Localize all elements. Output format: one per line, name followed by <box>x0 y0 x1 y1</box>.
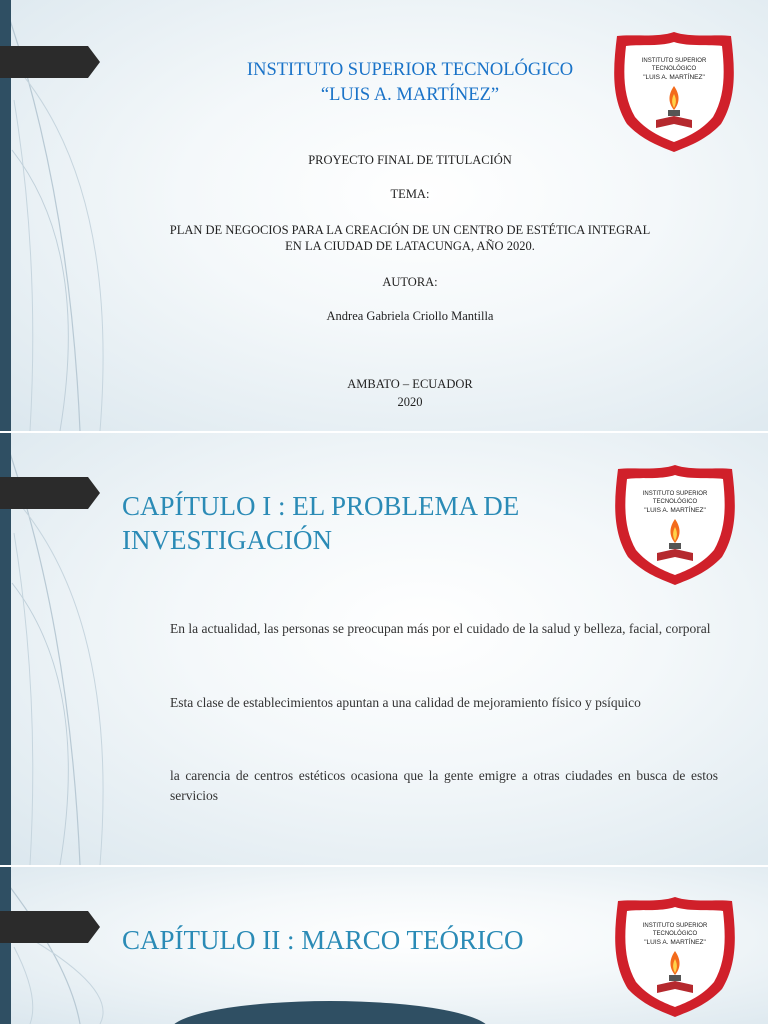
slide-chapter-1 <box>0 433 768 865</box>
svg-text:TECNOLÓGICO: TECNOLÓGICO <box>651 66 697 72</box>
chapter-1-title <box>122 489 519 557</box>
topic-line-2: EN LA CIUDAD DE LATACUNGA, AÑO 2020. <box>285 239 535 253</box>
institute-name <box>100 58 720 108</box>
sidebar-bar <box>0 867 11 1024</box>
institute-line-1: INSTITUTO SUPERIOR TECNOLÓGICO <box>246 60 574 80</box>
bullet-item <box>170 619 718 639</box>
slide-title <box>0 0 768 431</box>
arrow-tab <box>0 911 100 943</box>
svg-text:INSTITUTO SUPERIOR: INSTITUTO SUPERIOR <box>642 923 708 929</box>
year: 2020 <box>397 395 423 409</box>
slide-chapter-2 <box>0 867 768 1024</box>
chapter-1-title-line-2: INVESTIGACIÓN <box>122 525 332 555</box>
topic-line-1: PLAN DE NEGOCIOS PARA LA CREACIÓN DE UN CENTRO DE ESTÉTICA INTEGRAL <box>169 223 651 237</box>
institute-line-2: “LUIS A. MARTÍNEZ” <box>320 85 500 105</box>
place: AMBATO – ECUADOR <box>347 377 473 391</box>
institute-logo <box>612 461 738 587</box>
bullet-item <box>170 766 718 806</box>
chapter-2-title: CAPÍTULO II : MARCO TEÓRICO <box>122 925 524 955</box>
bullet-text: Esta clase de establecimientos apuntan a una calidad de mejoramiento físico y psíquico <box>170 695 641 710</box>
arrow-tab <box>0 477 100 509</box>
project-label: PROYECTO FINAL DE TITULACIÓN <box>308 153 512 167</box>
topic <box>100 222 720 254</box>
svg-text:"LUIS A. MARTÍNEZ": "LUIS A. MARTÍNEZ" <box>644 939 706 946</box>
bullet-text: la carencia de centros estéticos ocasiona que la gente emigre a otras ciudades en busca de estos servicios <box>170 768 718 803</box>
svg-text:INSTITUTO SUPERIOR: INSTITUTO SUPERIOR <box>642 491 708 497</box>
svg-text:"LUIS A. MARTÍNEZ": "LUIS A. MARTÍNEZ" <box>643 74 705 81</box>
arrow-tab <box>0 46 100 78</box>
decorative-arc <box>170 1001 490 1024</box>
institute-logo <box>612 893 738 1019</box>
bullet-item <box>170 693 718 713</box>
autora-label: AUTORA: <box>382 275 438 289</box>
tema-label: TEMA: <box>390 187 430 201</box>
svg-text:INSTITUTO SUPERIOR: INSTITUTO SUPERIOR <box>641 58 707 64</box>
decorative-swirl <box>0 867 140 1024</box>
chapter-1-title-line-1: CAPÍTULO I : EL PROBLEMA DE <box>122 491 520 521</box>
bullet-text: En la actualidad, las personas se preocupan más por el cuidado de la salud y belleza, facial, corporal <box>170 621 711 636</box>
svg-text:"LUIS A. MARTÍNEZ": "LUIS A. MARTÍNEZ" <box>644 507 706 514</box>
svg-text:TECNOLÓGICO: TECNOLÓGICO <box>652 499 698 505</box>
author-name: Andrea Gabriela Criollo Mantilla <box>326 309 494 323</box>
svg-text:TECNOLÓGICO: TECNOLÓGICO <box>652 931 698 937</box>
